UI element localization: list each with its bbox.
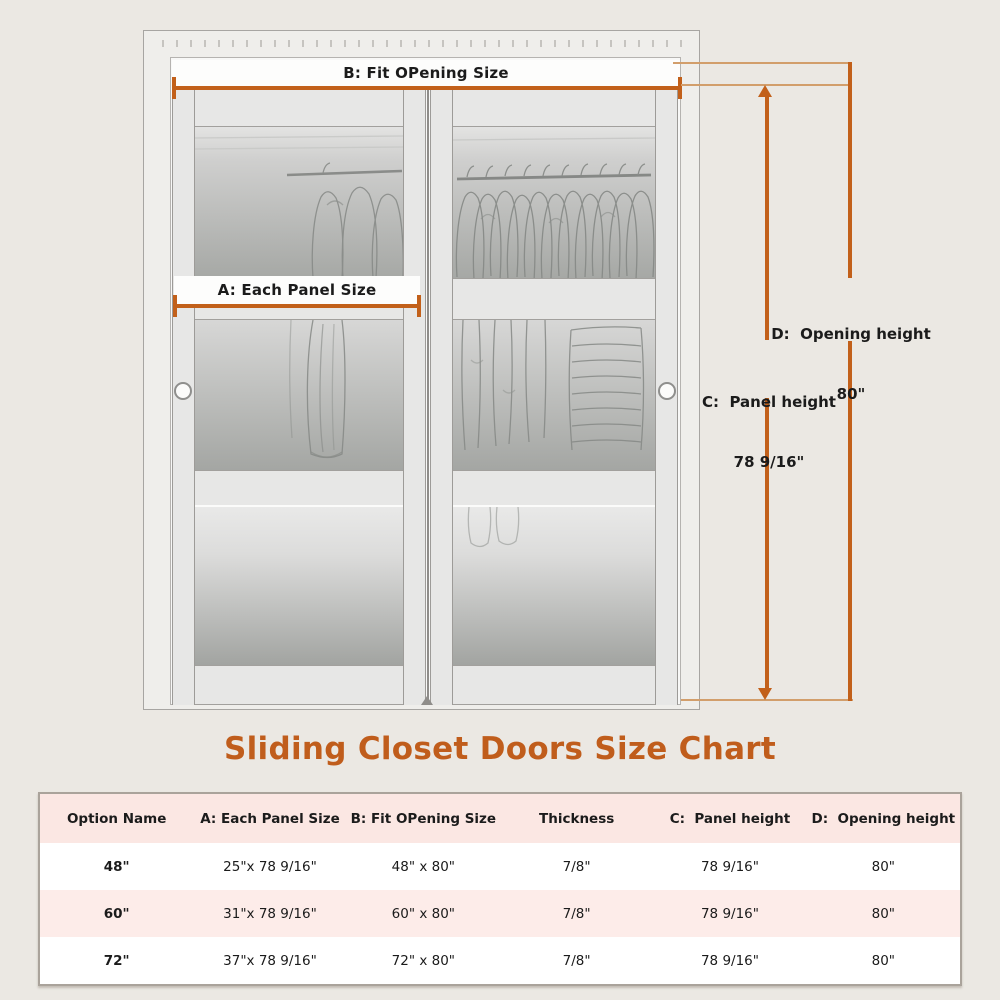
cell-option-name: 60" (103, 905, 130, 922)
cell-opening-height: 80" (871, 905, 896, 922)
size-chart-card (38, 792, 962, 986)
cell-panel-size: 31"x 78 9/16" (223, 905, 317, 922)
dim-a-tick-right (417, 295, 421, 317)
panel-right-stile (403, 88, 426, 705)
cell-opening-height: 80" (871, 858, 896, 875)
cell-opening-size: 48" x 80" (391, 858, 455, 875)
panel-left-stile (430, 88, 453, 705)
col-header-opening-height: D: Opening height (811, 810, 956, 827)
col-header-panel-height: C: Panel height (669, 810, 791, 827)
wall-top-hatch-texture (150, 40, 693, 47)
panel-top-rail (195, 88, 403, 127)
panel-bottom-rail (453, 665, 655, 705)
panel-glass-lower (195, 507, 403, 665)
dim-c-value: 78 9/16" (733, 453, 805, 472)
table-row (40, 937, 960, 984)
dim-b-tick-left (172, 77, 176, 99)
table-row (40, 890, 960, 937)
dim-b-line (173, 86, 681, 90)
folded-clothes-art (453, 320, 655, 470)
table-header-row (40, 794, 960, 843)
cell-thickness: 7/8" (562, 858, 591, 875)
panel-top-rail (453, 88, 655, 127)
panel-bottom-rail (195, 665, 403, 705)
panel-middle-rail-1 (453, 278, 655, 320)
dim-a-line (174, 304, 420, 308)
cell-panel-height: 78 9/16" (700, 952, 759, 969)
cell-thickness: 7/8" (562, 905, 591, 922)
door-handle-right (658, 382, 676, 400)
dim-b-tick-right (678, 77, 682, 99)
panel-glass-middle (453, 320, 655, 470)
dim-a-label: A: Each Panel Size (217, 281, 377, 299)
panel-glass-upper (453, 127, 655, 278)
ref-line-opening-top (673, 62, 852, 64)
panel-middle-rail-2 (195, 470, 403, 507)
panel-glass-lower (453, 507, 655, 665)
col-header-thickness: Thickness (539, 810, 615, 827)
dim-d-label-block (766, 283, 936, 425)
panel-glass-middle (195, 320, 403, 470)
size-chart-table (40, 794, 960, 984)
hanging-coat-art (195, 320, 403, 470)
dim-b-label-band (172, 60, 680, 86)
dim-d-value: 80" (836, 385, 866, 404)
col-header-option-name: Option Name (66, 810, 167, 827)
dim-d-line-upper (848, 62, 852, 278)
cell-thickness: 7/8" (562, 952, 591, 969)
door-handle-left (174, 382, 192, 400)
floor-guide (421, 696, 433, 705)
dim-b-label: B: Fit OPening Size (343, 64, 509, 82)
dim-d-label: D: Opening height (771, 324, 931, 343)
packed-hangers-art (453, 127, 655, 278)
sliding-door-panel-right (430, 88, 678, 705)
table-row (40, 843, 960, 890)
cell-panel-height: 78 9/16" (700, 905, 759, 922)
dim-c-arrow-bottom (758, 688, 772, 700)
cell-opening-size: 60" x 80" (391, 905, 455, 922)
pant-tips-art (453, 507, 655, 665)
panel-middle-rail-2 (453, 470, 655, 507)
panel-glass-upper (195, 127, 403, 278)
hanging-clothes-art (195, 127, 403, 278)
cell-panel-height: 78 9/16" (700, 858, 759, 875)
cell-panel-size: 37"x 78 9/16" (223, 952, 317, 969)
col-header-opening-size: B: Fit OPening Size (350, 810, 497, 827)
dim-a-label-band (174, 276, 420, 304)
dim-c-label: C: Panel height (702, 392, 836, 411)
col-header-panel-size: A: Each Panel Size (200, 810, 340, 827)
cell-option-name: 48" (103, 858, 130, 875)
dim-a-tick-left (173, 295, 177, 317)
sliding-door-panel-left (172, 88, 426, 705)
panel-meeting-line (427, 88, 429, 705)
cell-opening-height: 80" (871, 952, 896, 969)
page-title: Sliding Closet Doors Size Chart (223, 731, 777, 767)
cell-panel-size: 25"x 78 9/16" (223, 858, 317, 875)
cell-opening-size: 72" x 80" (391, 952, 455, 969)
cell-option-name: 72" (103, 952, 130, 969)
